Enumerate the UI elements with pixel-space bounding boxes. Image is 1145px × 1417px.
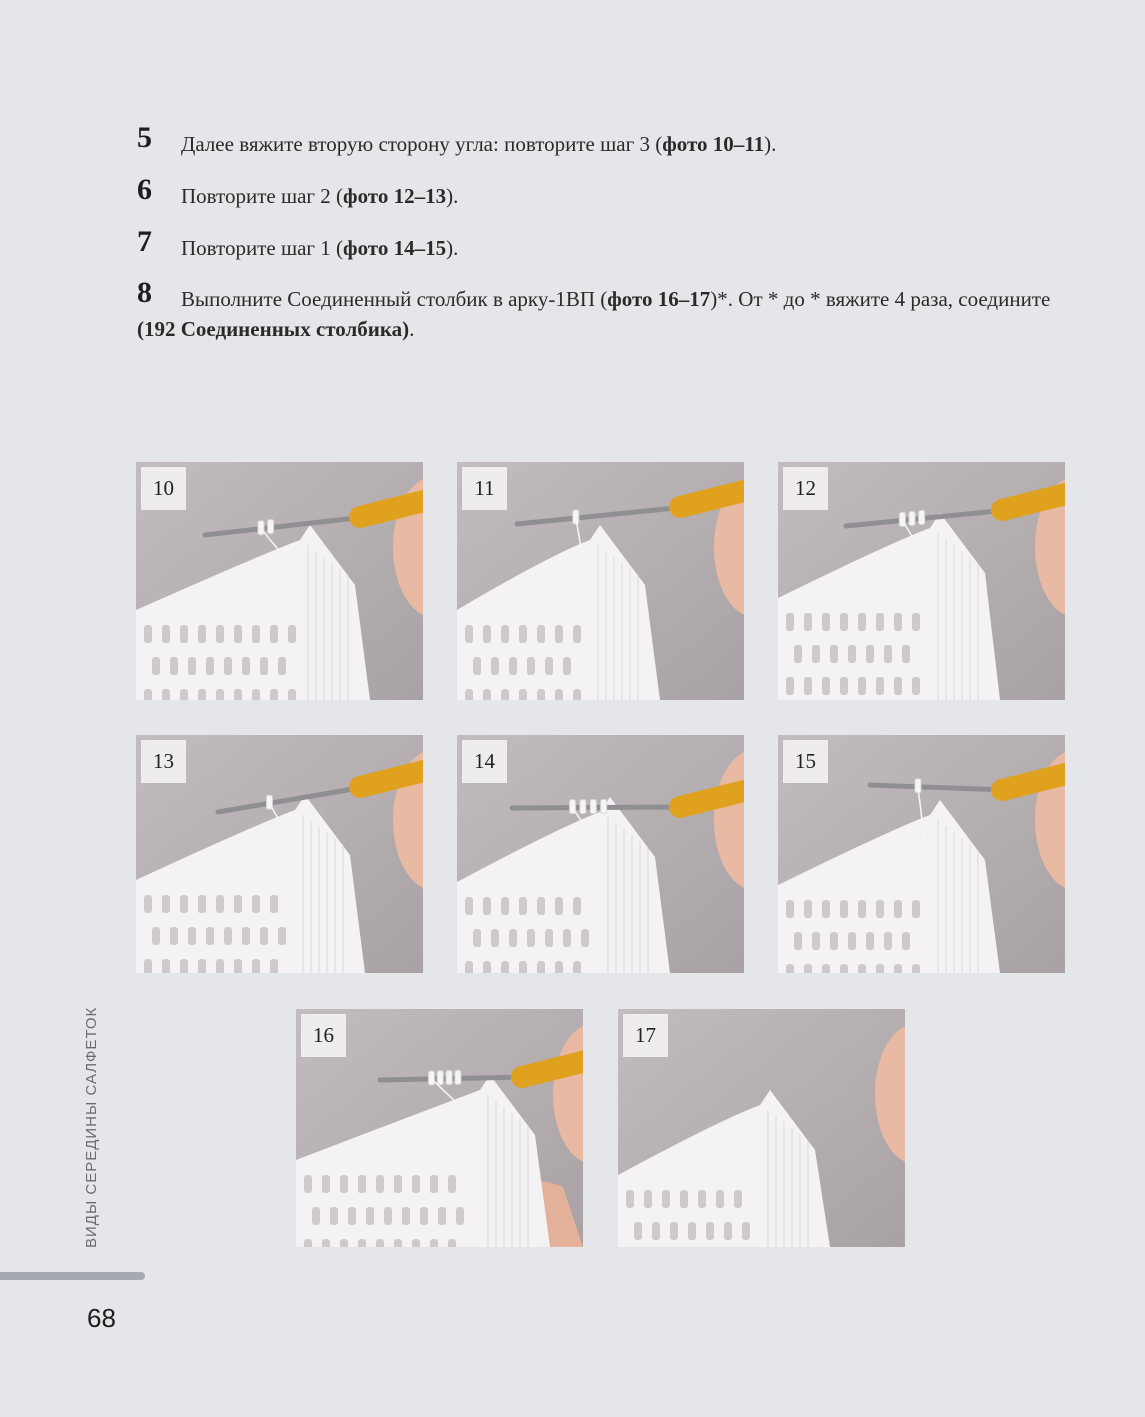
photo-10 <box>136 462 423 700</box>
photo-label: 10 <box>141 467 186 510</box>
photo-label: 12 <box>783 467 828 510</box>
step-text: Повторите шаг 1 (фото 14–15). <box>181 236 459 260</box>
photo-15 <box>778 735 1065 973</box>
step-number: 8 <box>137 276 152 309</box>
step-text: Повторите шаг 2 (фото 12–13). <box>181 184 459 208</box>
step-6 <box>137 173 1067 210</box>
step-8 <box>137 276 1067 343</box>
photo-label: 13 <box>141 740 186 783</box>
photo-label: 14 <box>462 740 507 783</box>
photo-label: 17 <box>623 1014 668 1057</box>
section-label: ВИДЫ СЕРЕДИНЫ САЛФЕТОК <box>83 1006 100 1248</box>
step-number: 6 <box>137 173 152 206</box>
photo-label: 15 <box>783 740 828 783</box>
step-number: 7 <box>137 225 152 258</box>
photo-11 <box>457 462 744 700</box>
step-7 <box>137 225 1067 262</box>
step-5 <box>137 121 1067 158</box>
photo-12 <box>778 462 1065 700</box>
photo-16 <box>296 1009 583 1247</box>
photo-14 <box>457 735 744 973</box>
step-number: 5 <box>137 121 152 154</box>
page-number: 68 <box>87 1303 116 1333</box>
step-text: Далее вяжите вторую сторону угла: повторите шаг 3 (фото 10–11). <box>181 132 777 156</box>
photo-13 <box>136 735 423 973</box>
side-bar <box>0 1272 145 1280</box>
step-text: Выполните Соединенный столбик в арку-1ВП (фото 16–17)*. От * до * вяжите 4 раза, соедините <box>181 287 1051 311</box>
step-continuation: (192 Соединенных столбика). <box>137 317 415 341</box>
photo-label: 11 <box>462 467 507 510</box>
photo-label: 16 <box>301 1014 346 1057</box>
photo-17 <box>618 1009 905 1247</box>
